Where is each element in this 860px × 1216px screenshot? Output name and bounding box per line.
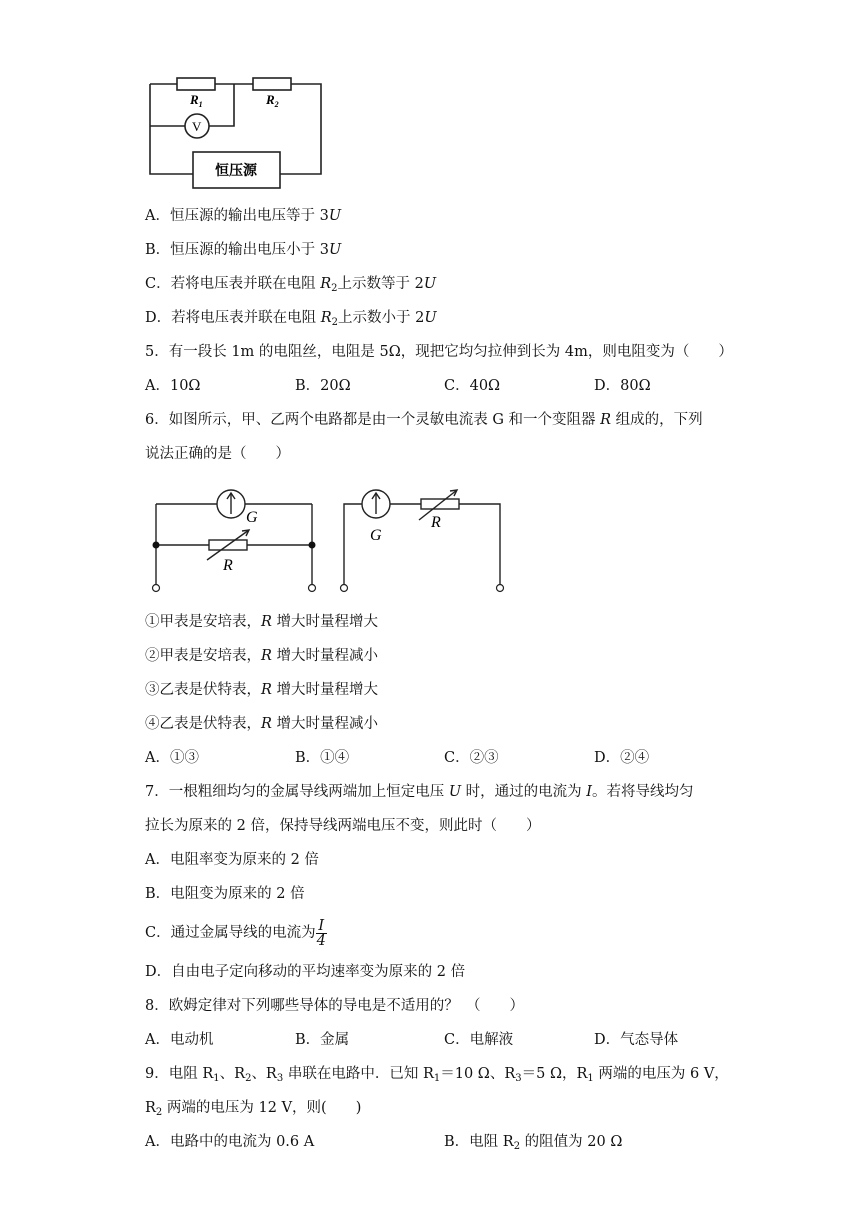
q6-statement-4: ④乙表是伏特表，R 增大时量程减小 [145,716,379,732]
q4-option-b: B．恒压源的输出电压小于 3U [145,242,342,258]
q6-statement-3: ③乙表是伏特表，R 增大时量程增大 [145,682,379,698]
q6-stem-line1: 6．如图所示，甲、乙两个电路都是由一个灵敏电流表 G 和一个变阻器 R 组成的，下列 [145,412,703,428]
q6-statement-1: ①甲表是安培表，R 增大时量程增大 [145,614,379,630]
q5-option-a: A．10Ω [145,378,201,394]
q8-option-d: D．气态导体 [594,1032,679,1048]
circuit-figure-yi [335,484,510,594]
r1-label: $R_1$ [190,92,203,109]
r2-label: $R_2$ [266,92,279,109]
q9-option-b: B．电阻 $R_2$ 的阻值为 20 Ω [444,1134,623,1152]
yi-r-label: R [431,514,441,531]
jia-r-label: R [223,557,233,574]
q4-option-d: D．若将电压表并联在电阻 $R_2$上示数小于 2U [145,310,437,328]
q7-option-a: A．电阻率变为原来的 2 倍 [145,852,319,868]
q8-option-c: C．电解液 [444,1032,514,1048]
q8-option-b: B．金属 [295,1032,350,1048]
voltmeter-label: V [192,119,202,134]
source-label: 恒压源 [215,164,257,179]
q9-stem-line2: $R_2$ 两端的电压为 12 V，则( ) [145,1100,362,1118]
q8-option-a: A．电动机 [145,1032,214,1048]
q5-stem: 5．有一段长 1m 的电阻丝，电阻是 5Ω，现把它均匀拉伸到长为 4m，则电阻变为（ ） [145,344,733,360]
yi-g-label: G [370,527,382,544]
q7-option-b: B．电阻变为原来的 2 倍 [145,886,305,902]
q6-statement-2: ②甲表是安培表，R 增大时量程减小 [145,648,379,664]
fraction-i-over-4: $\frac{I}{4}$ [316,917,326,949]
q9-option-a: A．电路中的电流为 0.6 A [145,1134,315,1150]
circuit-figure-jia [145,484,330,594]
q7-option-d: D．自由电子定向移动的平均速率变为原来的 2 倍 [145,964,466,980]
circuit-figure-1 [145,72,330,192]
q6-stem-line2: 说法正确的是（ ） [145,446,290,462]
q6-option-d: D．②④ [594,750,650,766]
q8-stem: 8．欧姆定律对下列哪些导体的导电是不适用的？ （ ） [145,998,524,1014]
q4-option-c: C．若将电压表并联在电阻 $R_2$上示数等于 2U [145,276,437,294]
q7-stem-line1: 7．一根粗细均匀的金属导线两端加上恒定电压 U 时，通过的电流为 I。若将导线均匀 [145,784,694,800]
q5-option-b: B．20Ω [295,378,351,394]
q5-option-c: C．40Ω [444,378,501,394]
q7-option-c: C．通过金属导线的电流为 $\frac{I}{4}$ [145,917,326,949]
q4-option-a: A．恒压源的输出电压等于 3U [145,208,342,224]
q6-option-c: C．②③ [444,750,499,766]
q6-option-a: A．①③ [145,750,199,766]
q6-option-b: B．①④ [295,750,350,766]
q7-stem-line2: 拉长为原来的 2 倍，保持导线两端电压不变，则此时（ ） [145,818,541,834]
jia-g-label: G [246,509,258,526]
q5-option-d: D．80Ω [594,378,651,394]
q9-stem-line1: 9．电阻 $R_1$、$R_2$、$R_3$ 串联在电路中．已知 $R_1=10$ Ω、$R_3=5$ Ω，$R_1$ 两端的电压为 6 V， [145,1066,729,1084]
